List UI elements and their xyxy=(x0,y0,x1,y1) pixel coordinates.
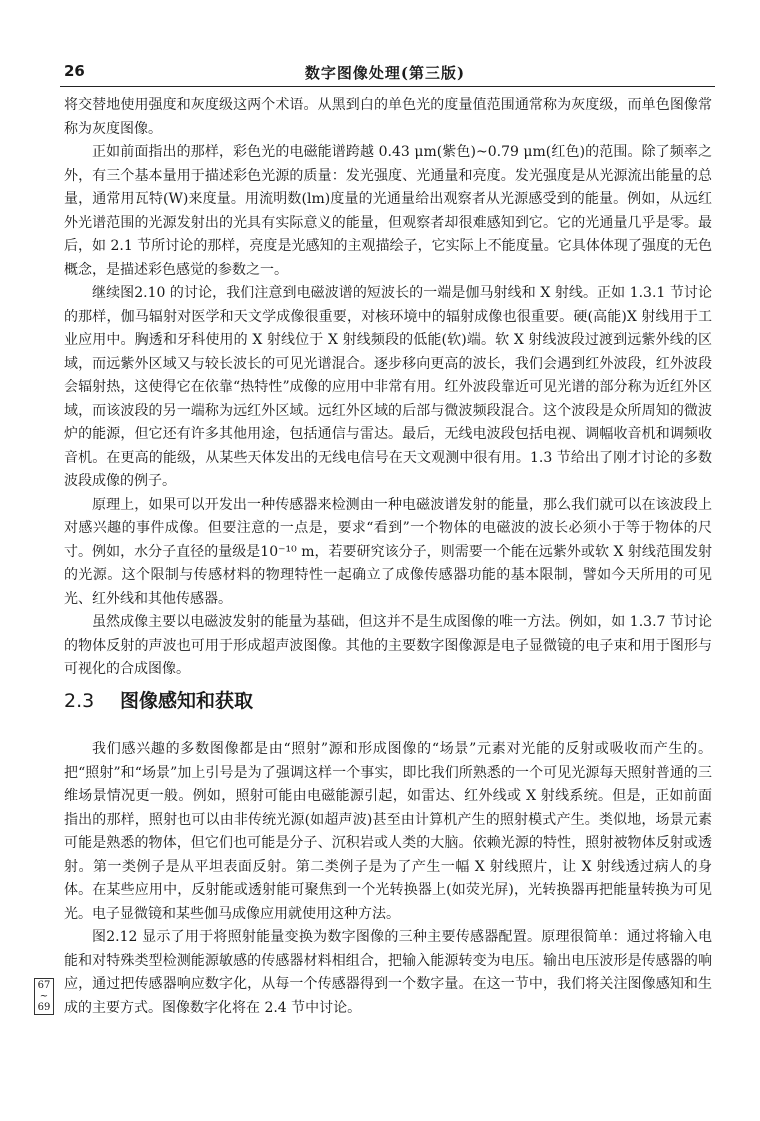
body-text-top xyxy=(64,94,712,682)
running-title: 数字图像处理(第三版) xyxy=(304,64,466,82)
margin-ref-bottom: 69 xyxy=(37,1002,51,1013)
page-number: 26 xyxy=(64,62,85,80)
section-title: 图像感知和获取 xyxy=(120,690,254,712)
section-number: 2.3 xyxy=(64,690,95,712)
margin-ref-separator: ~ xyxy=(39,991,49,1002)
paragraph: 原理上，如果可以开发出一种传感器来检测由一种电磁波谱发射的能量，那么我们就可以在该波段上对感兴趣的事件成像。但要注意的一点是，要求“看到”一个物体的电磁波的波长必须小于等于物体的尺寸。例如，水分子直径的量级是10⁻¹⁰ m，若要研究该分子，则需要一个能在远紫外或软 X 射线范围发射的光源。这个限制与传感材料的物理特性一起确立了成像传感器功能的基本限制，譬如今天所用的可见光、红外线和其他传感器。 xyxy=(64,496,712,607)
page-header xyxy=(60,60,710,84)
paragraph: 虽然成像主要以电磁波发射的能量为基础，但这并不是生成图像的唯一方法。例如，如 1.3.7 节讨论的物体反射的声波也可用于形成超声波图像。其他的主要数字图像源是电子显微镜的电子束和用于图形与可视化的合成图像。 xyxy=(64,614,712,677)
paragraph: 继续图2.10 的讨论，我们注意到电磁波谱的短波长的一端是伽马射线和 X 射线。正如 1.3.1 节讨论的那样，伽马辐射对医学和天文学成像很重要，对核环境中的辐射成像也很重要。硬(高能)X 射线用于工业应用中。胸透和牙科使用的 X 射线位于 X 射线频段的低能(软)端。软 X 射线波段过渡到远紫外线的区域，而远紫外区域又与较长波长的可见光谱混合。逐步移向更高的波长，我们会遇到红外波段，红外波段会辐射热，这使得它在依靠“热特性”成像的应用中非常有用。红外波段靠近可见光谱的部分称为近红外区域，而该波段的另一端称为远红外区域。远红外区域的后部与微波频段混合。这个波段是众所周知的微波炉的能源，但它还有许多其他用途，包括通信与雷达。最后，无线电波段包括电视、调幅收音机和调频收音机。在更高的能级，从某些天体发出的无线电信号在天文观测中很有用。1.3 节给出了刚才讨论的多数波段成像的例子。 xyxy=(64,285,712,489)
body-text-bottom xyxy=(64,738,712,1020)
section-heading xyxy=(64,686,253,713)
paragraph: 图2.12 显示了用于将照射能量变换为数字图像的三种主要传感器配置。原理很简单：通过将输入电能和对特殊类型检测能源敏感的传感器材料相组合，把输入能源转变为电压。输出电压波形是传感器的响应，通过把传感器响应数字化，从每一个传感器得到一个数字量。在这一节中，我们将关注图像感知和生成的主要方式。图像数字化将在 2.4 节中讨论。 xyxy=(64,929,712,1016)
paragraph: 我们感兴趣的多数图像都是由“照射”源和形成图像的“场景”元素对光能的反射或吸收而产生的。把“照射”和“场景”加上引号是为了强调这样一个事实，即比我们所熟悉的一个可见光源每天照射普通的三维场景情况更一般。例如，照射可能由电磁能源引起，如雷达、红外线或 X 射线系统。但是，正如前面指出的那样，照射也可以由非传统光源(如超声波)甚至由计算机产生的照射模式产生。类似地，场景元素可能是熟悉的物体，但它们也可能是分子、沉积岩或人类的大脑。依赖光源的特性，照射被物体反射或透射。第一类例子是从平坦表面反射。第二类例子是为了产生一幅 X 射线照片，让 X 射线透过病人的身体。在某些应用中，反射能或透射能可聚焦到一个光转换器上(如荧光屏)，光转换器再把能量转换为可见光。电子显微镜和某些伽马成像应用就使用这种方法。 xyxy=(64,741,712,922)
margin-page-reference xyxy=(34,978,54,1015)
paragraph: 将交替地使用强度和灰度级这两个术语。从黑到白的单色光的度量值范围通常称为灰度级，而单色图像常称为灰度图像。 xyxy=(64,97,712,137)
paragraph: 正如前面指出的那样，彩色光的电磁能谱跨越 0.43 μm(紫色)~0.79 μm(红色)的范围。除了频率之外，有三个基本量用于描述彩色光源的质量：发光强度、光通量和亮度。发光强度是从光源流出能量的总量，通常用瓦特(W)来度量。用流明数(lm)度量的光通量给出观察者从光源感受到的能量。例如，从远红外光谱范围的光源发射出的光具有实际意义的能量，但观察者却很难感知到它。它的光通量几乎是零。最后，如 2.1 节所讨论的那样，亮度是光感知的主观描绘子，它实际上不能度量。它具体体现了强度的无色概念，是描述彩色感觉的参数之一。 xyxy=(64,144,712,278)
margin-ref-top: 67 xyxy=(37,980,51,991)
header-rule xyxy=(60,86,715,87)
